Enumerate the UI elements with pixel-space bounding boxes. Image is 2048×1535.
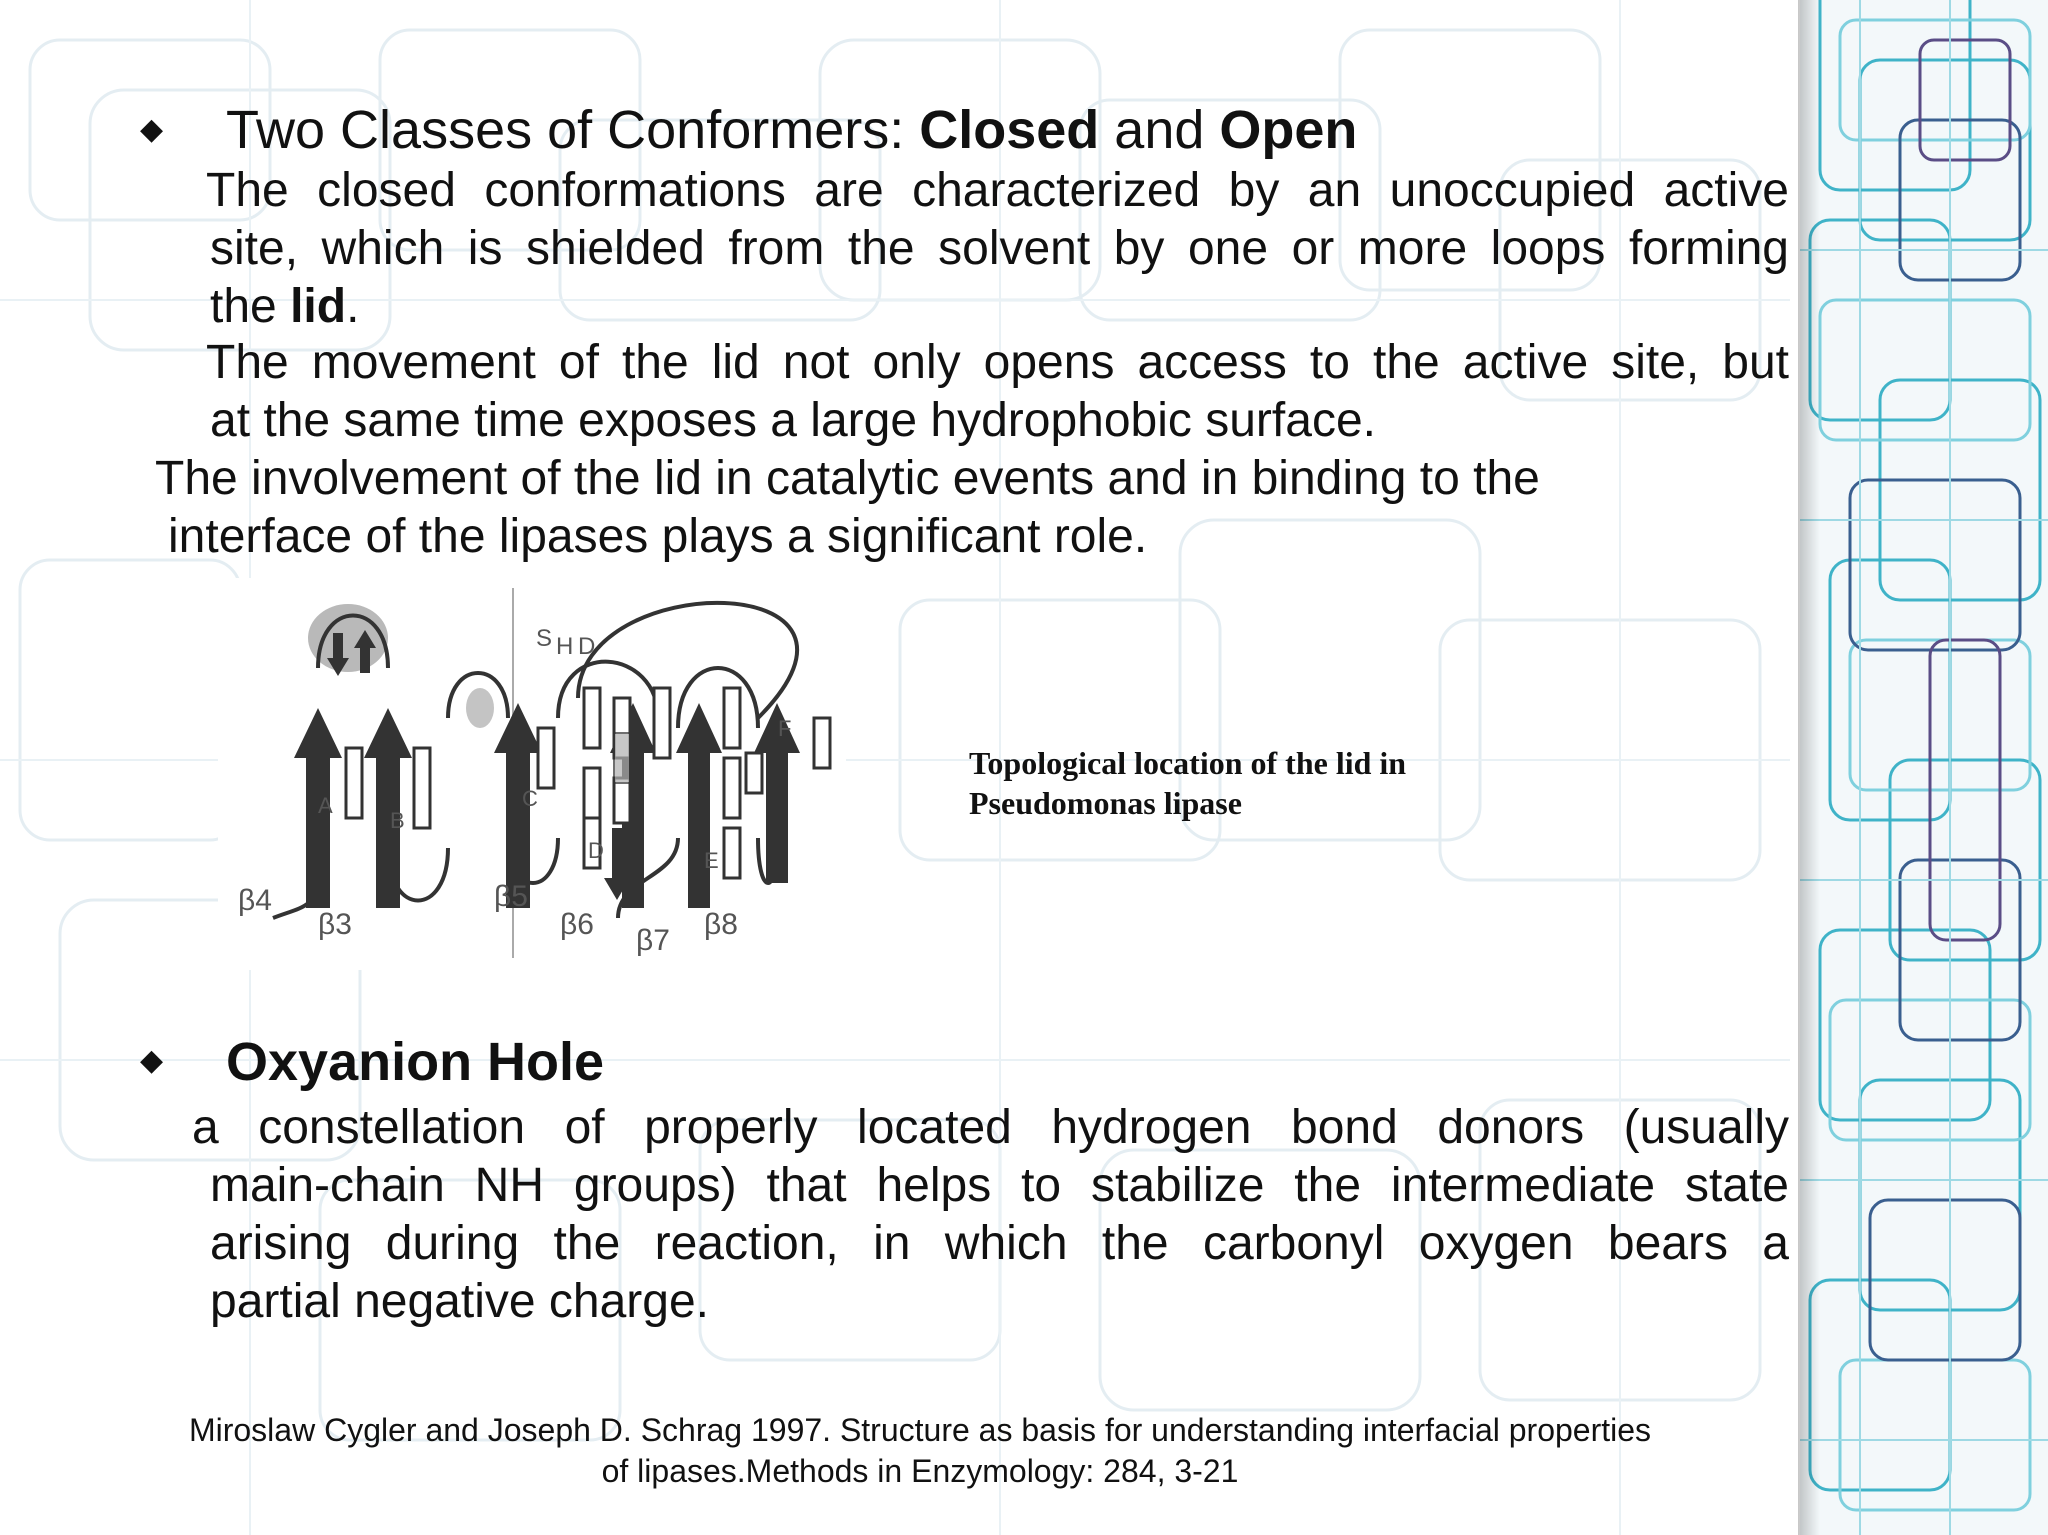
beta-label-b8: β8 (704, 908, 738, 941)
beta-label-b7: β7 (636, 924, 670, 957)
oxyanion-line4: partial negative charge. (210, 1275, 709, 1328)
strand-letter-b: B (390, 808, 405, 833)
residue-label-d: D (578, 633, 596, 660)
paragraph-movement-line1: The movement of the lid not only opens access to the active site, but (206, 336, 1789, 389)
paragraph-closed-line3: the lid. (210, 280, 360, 333)
figure-caption-line2: Pseudomonas lipase (969, 785, 1242, 821)
heading-open: Open (1219, 100, 1358, 160)
decorative-border-strip (1800, 0, 2048, 1535)
oxyanion-line1: a constellation of properly located hydrogen bond donors (usually (192, 1101, 1789, 1154)
paragraph-movement-line2: at the same time exposes a large hydrophobic surface. (210, 394, 1376, 447)
oxyanion-line2: main-chain NH groups) that helps to stabilize the intermediate state (210, 1159, 1789, 1212)
strand-letter-c: C (522, 786, 538, 811)
lid-topology-figure (218, 578, 846, 970)
strand-letter-a: A (318, 793, 333, 818)
strand-letter-d: D (588, 838, 604, 863)
paragraph-closed-line1: The closed conformations are characterized by an unoccupied active (206, 164, 1789, 217)
paragraph-involvement-line2: interface of the lipases plays a significant role. (168, 510, 1148, 563)
strand-b7 (676, 703, 722, 908)
border-shadow (1798, 0, 1820, 1535)
strand-b3 (364, 708, 412, 908)
beta-label-b3: β3 (318, 908, 352, 941)
heading-closed: Closed (919, 100, 1100, 160)
paragraph-closed-line2: site, which is shielded from the solvent by one or more loops forming (210, 222, 1789, 275)
lid-highlight-2 (466, 688, 494, 728)
paragraph-involvement-line1: The involvement of the lid in catalytic events and in binding to the (155, 452, 1540, 505)
oxyanion-line3: arising during the reaction, in which the carbonyl oxygen bears a (210, 1217, 1789, 1270)
topology-diagram (218, 578, 846, 970)
reference-line1: Miroslaw Cygler and Joseph D. Schrag 1997. Structure as basis for understanding interfacial properties (188, 1412, 1652, 1448)
beta-label-b6: β6 (560, 908, 594, 941)
beta-label-b5: β5 (494, 880, 528, 913)
figure-caption-line1: Topological location of the lid in (969, 745, 1407, 781)
residue-label-s: S (536, 625, 553, 652)
section1-heading: Two Classes of Conformers: Closed and Open (226, 100, 1358, 160)
residue-label-h: H (556, 633, 574, 660)
strand-letter-f: F (778, 716, 792, 741)
strand-letter-e: E (704, 848, 719, 873)
bullet-icon: ◆ (140, 113, 164, 146)
beta-label-b4: β4 (238, 884, 272, 917)
lid-term: lid (290, 280, 347, 333)
bullet-icon: ◆ (140, 1044, 164, 1077)
reference-line2: of lipases.Methods in Enzymology: 284, 3-21 (601, 1453, 1239, 1489)
section2-heading: Oxyanion Hole (226, 1032, 605, 1092)
